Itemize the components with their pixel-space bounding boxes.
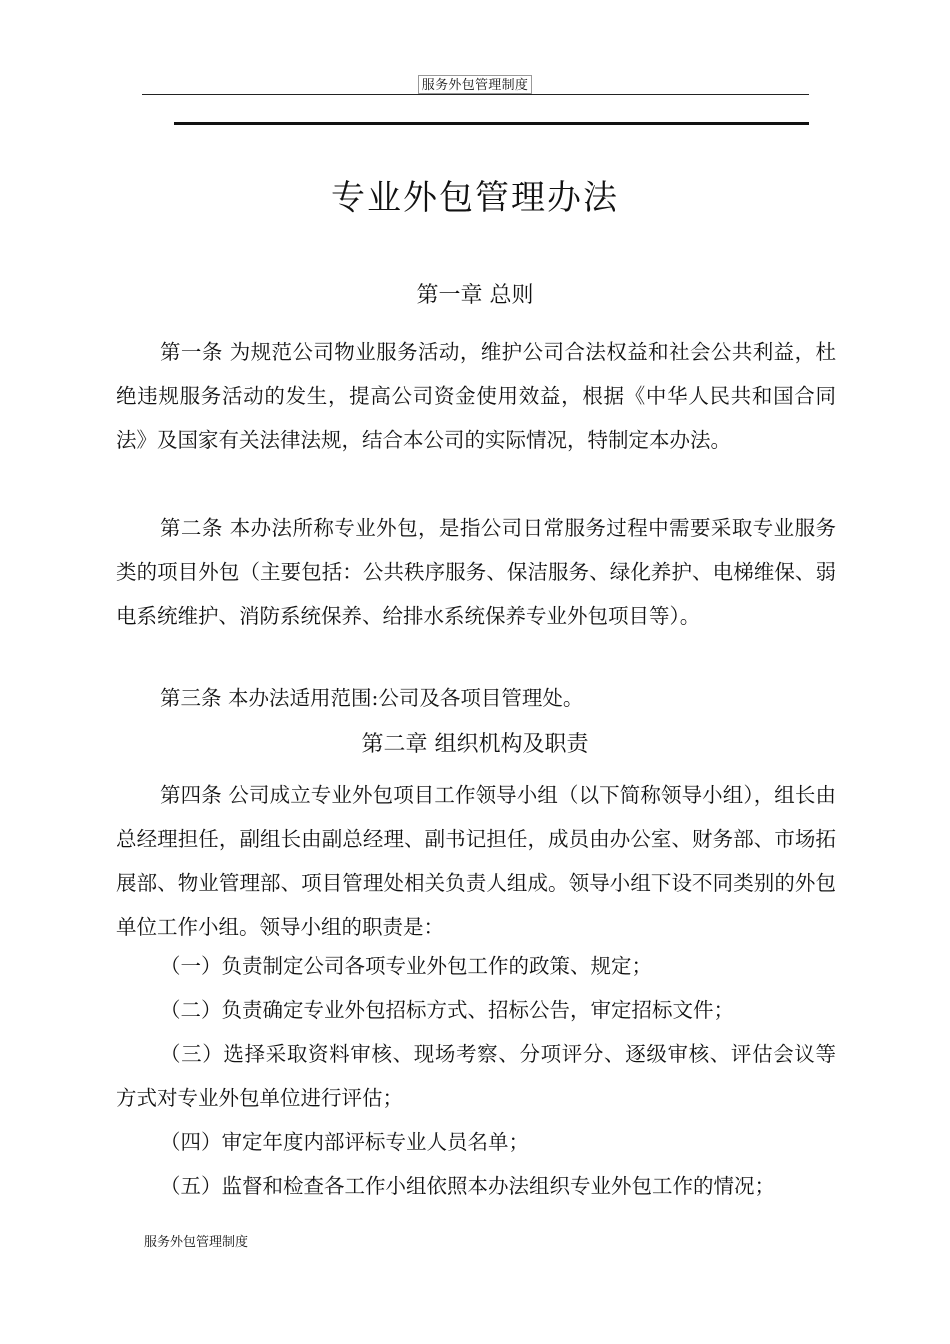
duty-item-4: （四）审定年度内部评标专业人员名单； bbox=[160, 1130, 529, 1154]
article-3: 第三条 本办法适用范围:公司及各项目管理处。 bbox=[160, 686, 584, 710]
chapter-heading-2: 第二章 组织机构及职责 bbox=[361, 732, 589, 757]
document-title: 专业外包管理办法 bbox=[331, 178, 619, 218]
duty-item-5: （五）监督和检查各工作小组依照本办法组织专业外包工作的情况； bbox=[160, 1174, 775, 1198]
page-header bbox=[0, 74, 950, 93]
duty-item-2: （二）负责确定专业外包招标方式、招标公告，审定招标文件； bbox=[160, 998, 734, 1022]
duty-item-1: （一）负责制定公司各项专业外包工作的政策、规定； bbox=[160, 954, 652, 978]
duty-item-3: （三）选择采取资料审核、现场考察、分项评分、逐级审核、评估会议等方式对专业外包单位进行评估； bbox=[116, 1042, 836, 1110]
page-footer: 服务外包管理制度 bbox=[144, 1235, 249, 1250]
page-header-text: 服务外包管理制度 bbox=[418, 75, 532, 94]
chapter-heading-1: 第一章 总则 bbox=[416, 283, 534, 308]
header-divider-thin bbox=[142, 94, 809, 95]
article-1: 第一条 为规范公司物业服务活动，维护公司合法权益和社会公共利益，杜绝违规服务活动的发生，提高公司资金使用效益，根据《中华人民共和国合同法》及国家有关法律法规，结合本公司的实际情况，特制定本办法。 bbox=[116, 340, 836, 452]
article-2: 第二条 本办法所称专业外包，是指公司日常服务过程中需要采取专业服务类的项目外包（主要包括：公共秩序服务、保洁服务、绿化养护、电梯维保、弱电系统维护、消防系统保养、给排水系统保养专业外包项目等）。 bbox=[116, 516, 836, 628]
article-4: 第四条 公司成立专业外包项目工作领导小组（以下简称领导小组），组长由总经理担任，副组长由副总经理、副书记担任，成员由办公室、财务部、市场拓展部、物业管理部、项目管理处相关负责人组成。领导小组下设不同类别的外包单位工作小组。领导小组的职责是： bbox=[116, 783, 836, 939]
header-divider-thick bbox=[174, 122, 809, 125]
